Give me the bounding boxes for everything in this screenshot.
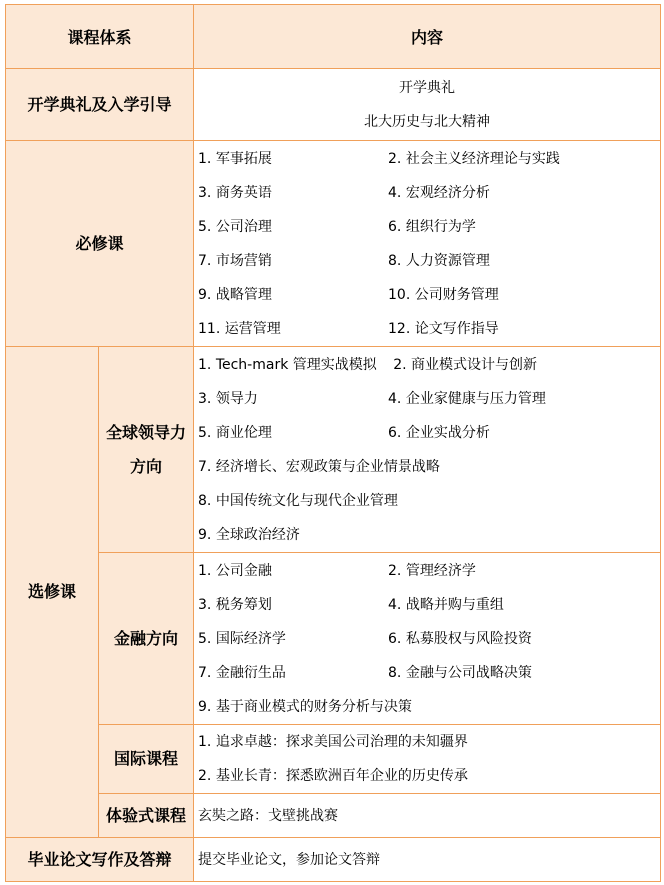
finance-course-item: 3. 税务筹划	[198, 596, 272, 613]
required-course-item: 12. 论文写作指导	[388, 320, 499, 337]
finance-course-item: 9. 基于商业模式的财务分析与决策	[198, 698, 412, 715]
opening-category: 开学典礼及入学引导	[6, 69, 194, 141]
elective-leadership-name-line1: 全球领导力	[106, 422, 187, 442]
finance-course-row	[198, 656, 656, 690]
finance-course-row	[198, 554, 656, 588]
finance-course-item: 4. 战略并购与重组	[388, 596, 504, 613]
elective-international-name: 国际课程	[99, 725, 194, 794]
elective-finance-name: 金融方向	[99, 553, 194, 725]
required-course-item: 3. 商务英语	[198, 184, 272, 201]
international-course-item: 1. 追求卓越：探求美国公司治理的未知疆界	[198, 734, 468, 750]
elective-experiential-row	[6, 794, 661, 838]
required-course-item: 11. 运营管理	[198, 320, 281, 337]
required-course-row	[198, 142, 656, 176]
finance-course-row	[198, 622, 656, 656]
leadership-course-item: 3. 领导力	[198, 390, 258, 407]
thesis-item: 提交毕业论文，参加论文答辩	[198, 851, 381, 868]
leadership-course-item: 1. Tech-mark 管理实战模拟	[198, 356, 377, 373]
leadership-course-row	[198, 382, 656, 416]
opening-line-1: 开学典礼	[399, 79, 456, 96]
required-course-item: 1. 军事拓展	[198, 150, 272, 167]
curriculum-table	[5, 4, 661, 882]
opening-content	[194, 69, 661, 141]
required-course-row	[198, 176, 656, 210]
required-course-row	[198, 210, 656, 244]
opening-row	[6, 69, 661, 141]
finance-course-row	[198, 588, 656, 622]
finance-course-item: 6. 私募股权与风险投资	[388, 630, 532, 647]
thesis-row	[6, 838, 661, 882]
leadership-course-item: 6. 企业实战分析	[388, 424, 490, 441]
required-course-item: 5. 公司治理	[198, 218, 272, 235]
opening-line-2: 北大历史与北大精神	[364, 113, 491, 130]
header-course-system: 课程体系	[6, 5, 194, 69]
elective-experiential-name: 体验式课程	[99, 794, 194, 838]
elective-experiential-content	[194, 794, 661, 838]
required-course-item: 7. 市场营销	[198, 252, 272, 269]
finance-course-item: 8. 金融与公司战略决策	[388, 664, 532, 681]
elective-category: 选修课	[6, 347, 99, 838]
elective-leadership-name-line2: 方向	[130, 456, 163, 476]
elective-finance-row	[6, 553, 661, 725]
finance-course-item: 7. 金融衍生品	[198, 664, 286, 681]
thesis-content	[194, 838, 661, 882]
elective-international-content	[194, 725, 661, 794]
elective-leadership-content	[194, 347, 661, 553]
required-course-item: 9. 战略管理	[198, 286, 272, 303]
finance-course-item: 2. 管理经济学	[388, 562, 476, 579]
elective-international-row	[6, 725, 661, 794]
header-row	[6, 5, 661, 69]
required-course-item: 6. 组织行为学	[388, 218, 476, 235]
leadership-course-item: 8. 中国传统文化与现代企业管理	[198, 492, 398, 509]
required-content	[194, 141, 661, 347]
experiential-course-item: 玄奘之路：戈壁挑战赛	[198, 807, 339, 824]
elective-leadership-name	[99, 347, 194, 553]
required-row	[6, 141, 661, 347]
required-course-item: 8. 人力资源管理	[388, 252, 490, 269]
elective-leadership-row	[6, 347, 661, 553]
finance-course-item: 5. 国际经济学	[198, 630, 286, 647]
required-course-item: 2. 社会主义经济理论与实践	[388, 150, 560, 167]
header-content: 内容	[194, 5, 661, 69]
leadership-course-row	[198, 348, 656, 382]
leadership-course-item: 2. 商业模式设计与创新	[393, 356, 538, 373]
leadership-course-item: 5. 商业伦理	[198, 424, 272, 441]
finance-course-item: 1. 公司金融	[198, 562, 272, 579]
required-category: 必修课	[6, 141, 194, 347]
required-course-row	[198, 312, 656, 346]
required-course-row	[198, 278, 656, 312]
leadership-course-item: 4. 企业家健康与压力管理	[388, 390, 546, 407]
leadership-course-item: 7. 经济增长、宏观政策与企业情景战略	[198, 458, 440, 475]
required-course-item: 10. 公司财务管理	[388, 286, 499, 303]
leadership-course-row	[198, 416, 656, 450]
elective-finance-content	[194, 553, 661, 725]
international-course-item: 2. 基业长青：探悉欧洲百年企业的历史传承	[198, 768, 468, 784]
required-course-row	[198, 244, 656, 278]
required-course-item: 4. 宏观经济分析	[388, 184, 490, 201]
leadership-course-item: 9. 全球政治经济	[198, 526, 300, 543]
thesis-category: 毕业论文写作及答辩	[6, 838, 194, 882]
